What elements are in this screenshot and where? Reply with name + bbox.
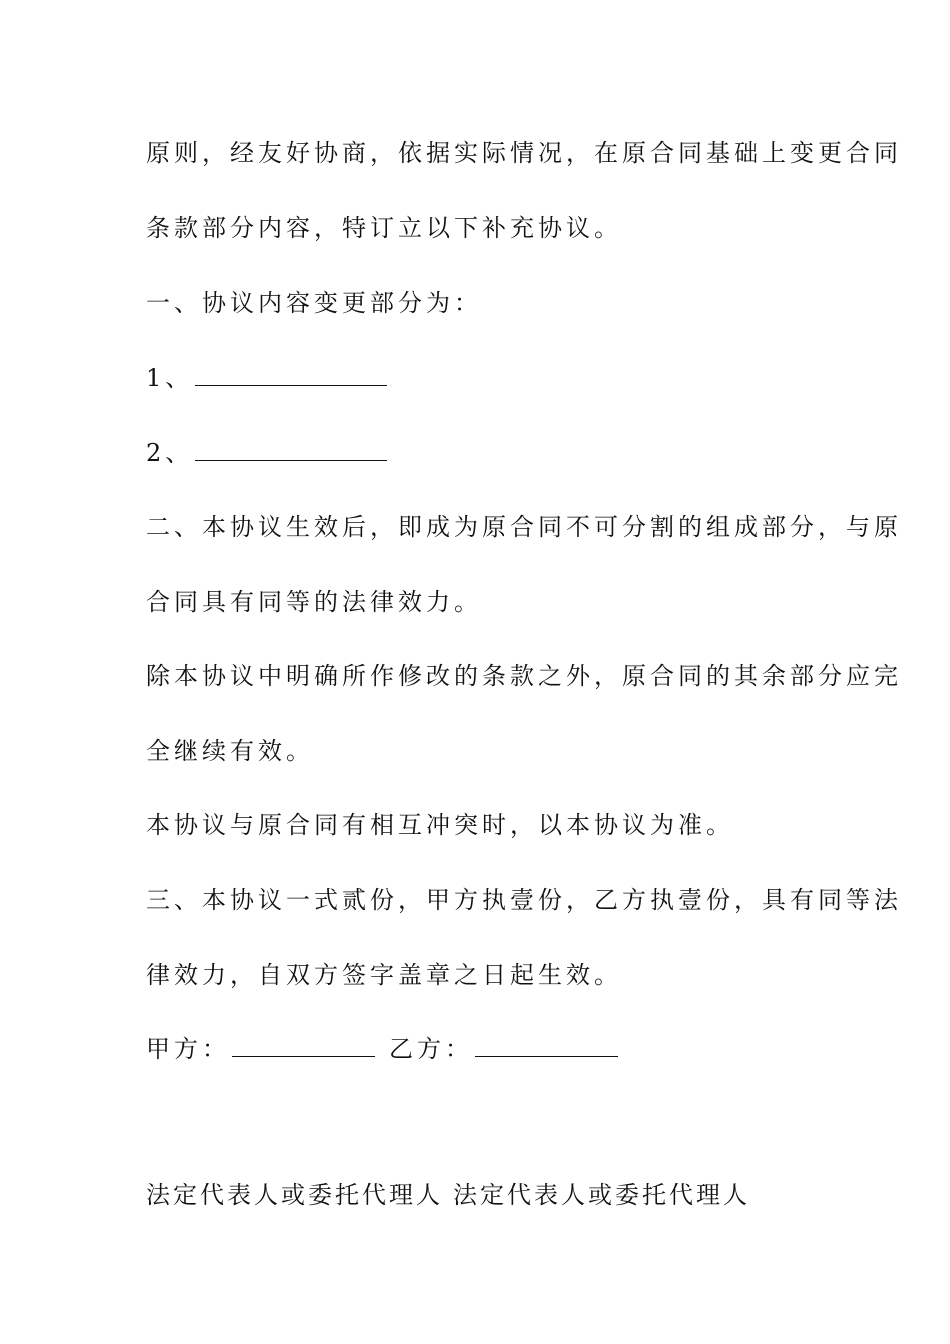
paragraph-line: 本协议与原合同有相互冲突时，以本协议为准。 [146,811,734,839]
list-item-number: 1、 [146,364,194,392]
paragraph-line: 二、本协议生效后，即成为原合同不可分割的组成部分，与原 [146,513,902,541]
paragraph-line: 三、本协议一式贰份，甲方执壹份，乙方执壹份，具有同等法 [146,886,902,914]
list-item-2 [146,438,387,468]
fill-in-blank[interactable] [195,438,387,461]
party-a-blank[interactable] [232,1034,375,1057]
signature-parties [146,1034,618,1064]
paragraph-line: 原则，经友好协商，依据实际情况，在原合同基础上变更合同 [146,139,902,167]
paragraph-line: 全继续有效。 [146,737,314,765]
party-b-blank[interactable] [475,1034,618,1057]
representatives-line [146,1180,750,1210]
representative-a: 法定代表人或委托代理人 [146,1181,443,1209]
list-item-1 [146,363,387,393]
party-a-label: 甲方： [146,1035,230,1063]
list-item-number: 2、 [146,439,194,467]
party-b-label: 乙方： [389,1035,473,1063]
fill-in-blank[interactable] [195,363,387,386]
representative-b: 法定代表人或委托代理人 [453,1181,750,1209]
paragraph-line: 条款部分内容，特订立以下补充协议。 [146,214,622,242]
paragraph-line: 除本协议中明确所作修改的条款之外，原合同的其余部分应完 [146,662,902,690]
section-heading: 一、协议内容变更部分为： [146,289,482,317]
paragraph-line: 合同具有同等的法律效力。 [146,588,482,616]
paragraph-line: 律效力，自双方签字盖章之日起生效。 [146,961,622,989]
